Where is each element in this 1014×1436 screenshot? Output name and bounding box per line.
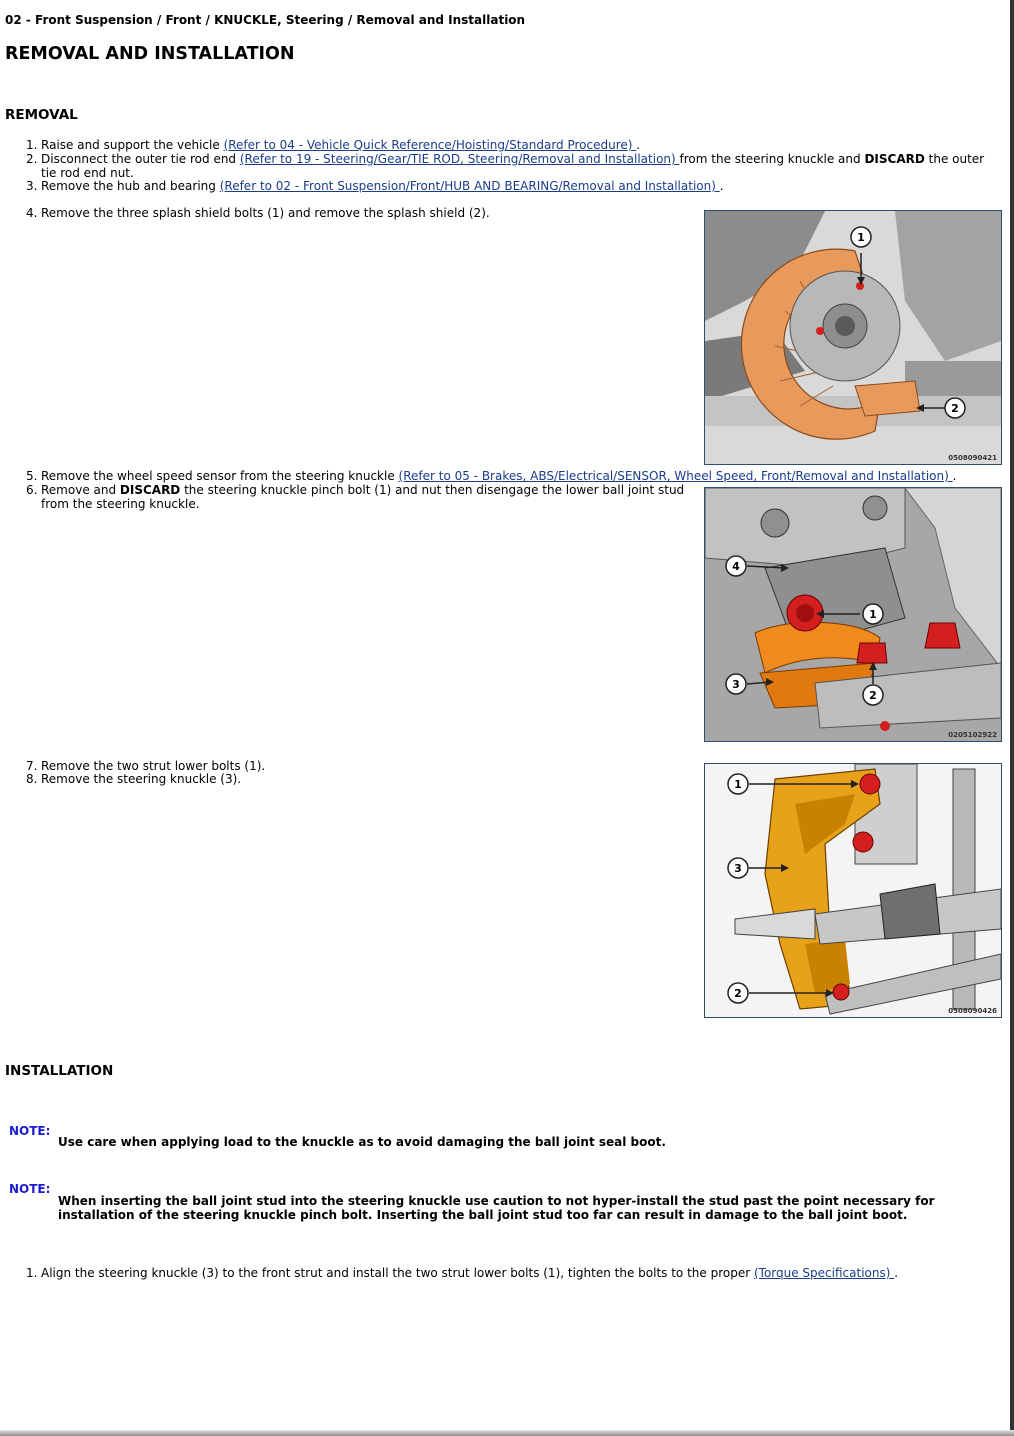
step-text: Remove the steering knuckle (3). <box>41 772 242 786</box>
step-text: Remove the two strut lower bolts (1). <box>41 759 266 773</box>
step-punct: . <box>719 179 724 193</box>
figure-steering-knuckle <box>704 763 1002 1018</box>
step-punct: . <box>894 1266 899 1280</box>
callout-3-label: 3 <box>732 678 740 691</box>
callout-2-label: 2 <box>734 987 742 1000</box>
callout-1-label: 1 <box>857 231 865 244</box>
step-number: 1. <box>26 1266 38 1280</box>
page-title: REMOVAL AND INSTALLATION <box>5 44 295 64</box>
removal-step-4 <box>26 207 490 221</box>
step-text: Align the steering knuckle (3) to the front strut and install the two strut lower bolts (1), tighten the bolts to the proper <box>41 1266 754 1280</box>
step-text: the outer <box>924 152 985 166</box>
window-bottom-scrollbar[interactable] <box>0 1430 1014 1436</box>
callout-1-label: 1 <box>734 778 742 791</box>
removal-step-5 <box>26 470 956 484</box>
step-punct: . <box>952 469 957 483</box>
step-number: 2. <box>26 152 38 166</box>
removal-step-8 <box>26 773 241 787</box>
removal-step-6 <box>26 484 684 511</box>
removal-step-3 <box>26 180 724 194</box>
step-text: Remove the three splash shield bolts (1) and remove the splash shield (2). <box>41 206 490 220</box>
removal-step-2 <box>26 153 1001 180</box>
step-text: the steering knuckle pinch bolt (1) and nut then disengage the lower ball joint stud <box>180 483 685 497</box>
callout-2-label: 2 <box>951 402 959 415</box>
step-text-line2: from the steering knuckle. <box>41 496 200 511</box>
pinch-bolt-illustration <box>705 488 1001 741</box>
note-text <box>58 1195 958 1222</box>
step-number: 7. <box>26 759 38 773</box>
installation-heading: INSTALLATION <box>5 1063 114 1079</box>
steering-knuckle-illustration <box>705 764 1001 1017</box>
splash-shield-illustration <box>705 211 1001 464</box>
step-text: Remove and <box>41 483 120 497</box>
removal-heading: REMOVAL <box>5 107 78 123</box>
callout-4-label: 4 <box>732 560 740 573</box>
step-text: Disconnect the outer tie rod end <box>41 152 240 166</box>
step-number: 1. <box>26 138 38 152</box>
figure-id: 0508090426 <box>948 1007 997 1015</box>
step-text: Raise and support the vehicle <box>41 138 224 152</box>
window-right-border <box>1010 0 1014 1436</box>
discard-emphasis: DISCARD <box>119 483 181 497</box>
ref-link-wheel-speed-sensor[interactable]: (Refer to 05 - Brakes, ABS/Electrical/SENSOR, Wheel Speed, Front/Removal and Installation) <box>398 469 953 483</box>
callout-2-label: 2 <box>869 689 877 702</box>
ref-link-tie-rod[interactable]: (Refer to 19 - Steering/Gear/TIE ROD, Steering/Removal and Installation) <box>239 152 680 166</box>
breadcrumb: 02 - Front Suspension / Front / KNUCKLE, Steering / Removal and Installation <box>5 13 526 27</box>
step-number: 3. <box>26 179 38 193</box>
step-number: 4. <box>26 206 38 220</box>
figure-id: 0508090421 <box>948 454 997 462</box>
figure-pinch-bolt <box>704 487 1002 742</box>
note-label: NOTE: <box>9 1124 51 1138</box>
figure-id: 0205102922 <box>948 731 997 739</box>
ref-link-hub-bearing[interactable]: (Refer to 02 - Front Suspension/Front/HUB AND BEARING/Removal and Installation) <box>219 179 720 193</box>
installation-step-1 <box>26 1267 898 1281</box>
ref-link-hoisting[interactable]: (Refer to 04 - Vehicle Quick Reference/Hoisting/Standard Procedure) <box>223 138 637 152</box>
removal-step-1 <box>26 139 640 153</box>
step-number: 6. <box>26 483 38 497</box>
step-number: 5. <box>26 469 38 483</box>
note-text-line1: When inserting the ball joint stud into the steering knuckle use caution to not hyper-install the stud past the point necessary for <box>58 1194 935 1208</box>
note-text-line2: installation of the steering knuckle pinch bolt. Inserting the ball joint stud too far can result in damage to the ball joint boot. <box>58 1207 908 1222</box>
step-text: Remove the hub and bearing <box>41 179 220 193</box>
step-number: 8. <box>26 772 38 786</box>
step-text: from the steering knuckle and <box>679 152 865 166</box>
discard-emphasis: DISCARD <box>864 152 925 166</box>
note-text: Use care when applying load to the knuckle as to avoid damaging the ball joint seal boot. <box>58 1135 666 1149</box>
callout-1-label: 1 <box>869 608 877 621</box>
note-label: NOTE: <box>9 1182 51 1196</box>
figure-splash-shield <box>704 210 1002 465</box>
step-punct: . <box>636 138 641 152</box>
callout-3-label: 3 <box>734 862 742 875</box>
ref-link-torque-specifications[interactable]: (Torque Specifications) <box>753 1266 895 1280</box>
step-text: Remove the wheel speed sensor from the steering knuckle <box>41 469 399 483</box>
step-text-line2: tie rod end nut. <box>41 165 134 180</box>
